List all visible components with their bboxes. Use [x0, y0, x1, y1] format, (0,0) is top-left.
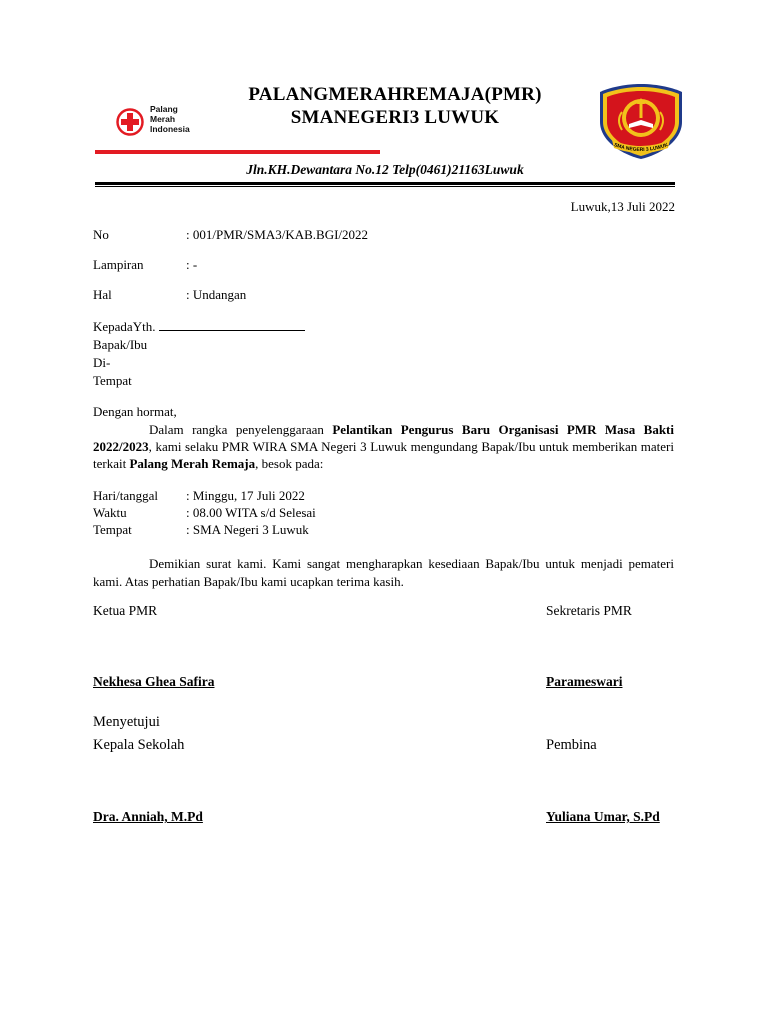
body-text: Dalam rangka penyelenggaraan	[149, 422, 333, 437]
greeting: Dengan hormat,	[93, 404, 177, 419]
pmi-logo-line: Indonesia	[150, 124, 190, 134]
letterhead-address: Jln.KH.Dewantara No.12 Telp(0461)21163Luwuk	[246, 162, 524, 177]
signature-name-left-2: Dra. Anniah, M.Pd	[93, 809, 203, 824]
body-text: , besok pada:	[255, 456, 324, 471]
signature-role-left-2: Kepala Sekolah	[93, 737, 185, 753]
signature-role-right: Sekretaris PMR	[546, 603, 632, 618]
meta-label-hal: Hal	[93, 287, 112, 302]
approval-label: Menyetujui	[93, 714, 160, 730]
detail-value-time: : 08.00 WITA s/d Selesai	[186, 505, 316, 520]
body-text: , kami selaku PMR WIRA SMA Negeri 3 Luwuk mengundang Bapak/Ibu untuk memberikan materi terkait	[93, 439, 674, 471]
meta-label-lampiran: Lampiran	[93, 257, 144, 272]
detail-value-place: : SMA Negeri 3 Luwuk	[186, 522, 309, 537]
closing-text: Demikian surat kami. Kami sangat mengharapkan kesediaan Bapak/Ibu untuk menjadi pemateri kami. Atas perhatian Bapak/Ibu kami ucapkan terima kasih.	[93, 556, 674, 589]
signature-role-left: Ketua PMR	[93, 603, 158, 618]
recipient-salutation: KepadaYth.	[93, 319, 156, 334]
meta-value-no: : 001/PMR/SMA3/KAB.BGI/2022	[186, 227, 369, 242]
meta-label-no: No	[93, 227, 109, 242]
pmi-logo	[116, 104, 206, 144]
crest-label: SMA NEGERI 3 LUWUK	[613, 142, 669, 154]
meta-value-hal: : Undangan	[186, 287, 247, 302]
body-paragraph	[93, 421, 674, 472]
body-topic: Palang Merah Remaja	[129, 456, 256, 471]
letterhead-subtitle: SMANEGERI3 LUWUK	[290, 107, 500, 128]
meta-value-lampiran: : -	[186, 257, 198, 272]
recipient-blank-line	[159, 319, 305, 331]
detail-label-date: Hari/tanggal	[93, 488, 158, 503]
recipient-name: Bapak/Ibu	[93, 337, 148, 352]
closing-paragraph	[93, 555, 674, 591]
signature-name-left: Nekhesa Ghea Safira	[93, 674, 215, 689]
detail-value-date: : Minggu, 17 Juli 2022	[186, 488, 305, 503]
letter-date: Luwuk,13 Juli 2022	[570, 199, 675, 214]
signature-name-right: Parameswari	[546, 674, 623, 689]
red-accent-rule	[95, 150, 380, 154]
recipient-line	[93, 319, 305, 335]
signature-name-right-2: Yuliana Umar, S.Pd	[546, 809, 660, 824]
signature-role-right-2: Pembina	[546, 737, 597, 753]
pmi-logo-text	[150, 104, 190, 134]
body-event-name: Pelantikan Pengurus Baru Organisasi PMR Masa Bakti 2022/2023	[93, 422, 674, 454]
school-crest-icon	[596, 82, 686, 160]
pmi-logo-line: Palang	[150, 104, 178, 114]
header-divider-thin	[95, 186, 675, 187]
recipient-place: Tempat	[93, 373, 132, 388]
letterhead-title: PALANGMERAHREMAJA(PMR)	[248, 84, 542, 105]
pmi-logo-line: Merah	[150, 114, 176, 124]
detail-label-time: Waktu	[93, 505, 127, 520]
detail-label-place: Tempat	[93, 522, 132, 537]
red-cross-icon	[116, 108, 144, 136]
recipient-di: Di-	[93, 355, 111, 370]
header-divider-thick	[95, 182, 675, 185]
